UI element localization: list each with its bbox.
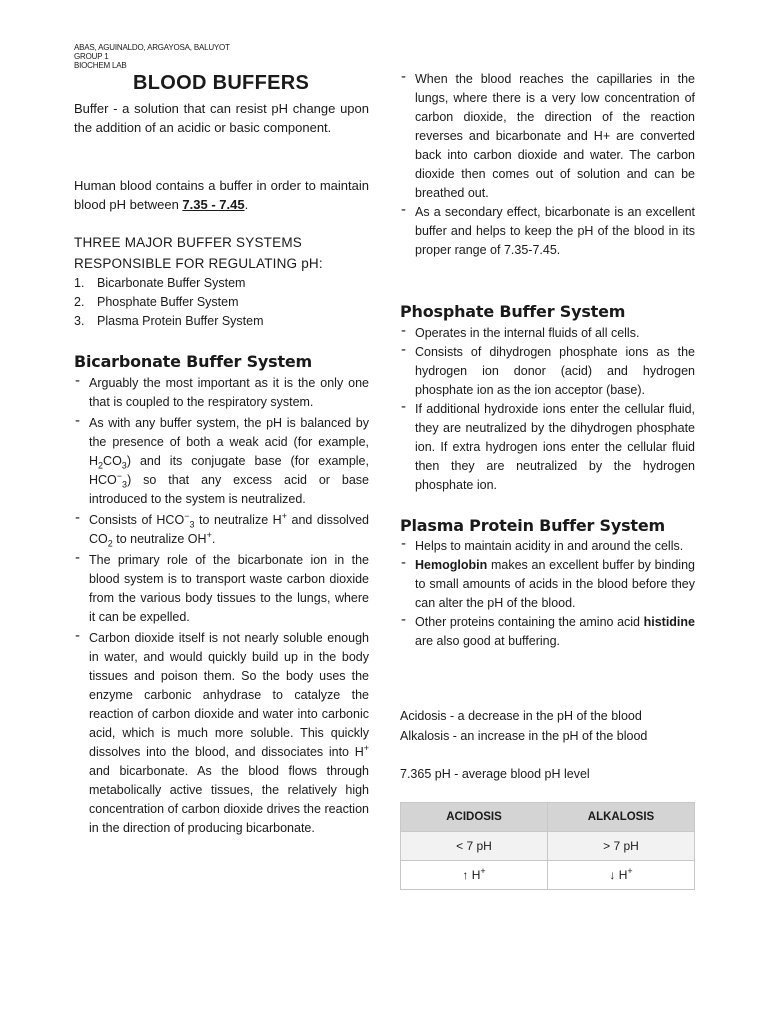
author-header [74, 43, 230, 70]
table-cell: ↑ H+ [401, 861, 548, 890]
alkalosis-definition: Alkalosis - an increase in the pH of the blood [400, 729, 648, 743]
blood-intro: Human blood contains a buffer in order to maintain blood pH between 7.35 - 7.45. [74, 178, 369, 212]
list-item: - Hemoglobin makes an excellent buffer by binding to small amounts of acids in the blood before they can alter the pH of the blood. [400, 556, 695, 613]
list-item: - Consists of $HCO^-_3$ to neutralize H+ and dissolved $CO_2$ to neutralize OH+. [74, 511, 369, 549]
blood-ph-range: 7.35 - 7.45 [182, 197, 245, 212]
table-row [401, 861, 695, 890]
acidosis-definition: Acidosis - a decrease in the pH of the blood [400, 709, 642, 723]
list-item: - The primary role of the bicarbonate ion in the blood system is to transport waste carbon dioxide from the various body tissues to the lungs, where it can be expelled. [74, 551, 369, 627]
group-line: GROUP 1 [74, 52, 109, 61]
list-item: - Carbon dioxide itself is not nearly soluble enough in water, and would quickly build up in the body tissues and poison them. So the body uses the enzyme carbonic anhydrase to catalyze the reaction of carbon dioxide and water into carbonic acid, which is much more soluble. This quickly dissolves into the blood, and dissociates into H+ and bicarbonate. As the blood flows through metabolically active tissues, the relatively high concentration of carbon dioxide drives the reaction in the direction of producing bicarbonate. [74, 629, 369, 838]
list-item: - If additional hydroxide ions enter the cellular fluid, they are neutralized by the dihydrogen phosphate ion. If extra hydrogen ions enter the cellular fluid then they are neutralized by the hydrogen phosphate ion. [400, 400, 695, 495]
acidosis-alkalosis-table [400, 802, 695, 890]
table-cell: ↓ H+ [548, 861, 695, 890]
list-item: - Operates in the internal fluids of all cells. [400, 324, 695, 343]
page-title: BLOOD BUFFERS [133, 72, 310, 94]
phosphate-bullets [400, 324, 695, 495]
list-item: - Consists of dihydrogen phosphate ions as the hydrogen ion donor (acid) and hydrogen phosphate ion as the ion acceptor (base). [400, 343, 695, 400]
authors-line: ABAS, AGUINALDO, ARGAYOSA, BALUYOT [74, 43, 230, 52]
list-item: - When the blood reaches the capillaries in the lungs, where there is a very low concentration of carbon dioxide, the direction of the reaction reverses and bicarbonate and H+ are converted back into carbon dioxide and water. The carbon dioxide then comes out of solution and can be breathed out. [400, 70, 695, 203]
list-item: - Helps to maintain acidity in and around the cells. [400, 537, 695, 556]
phosphate-heading: Phosphate Buffer System [400, 302, 626, 321]
table-row [401, 832, 695, 861]
buffer-definition: Buffer - a solution that can resist pH change upon the addition of an acidic or basic component. [74, 101, 369, 135]
list-item: 2. Phosphate Buffer System [74, 295, 239, 309]
list-item: - As with any buffer system, the pH is balanced by the presence of both a weak acid (for example, $H_2CO_3$) and its conjugate base (for example, $HCO^-_3$) so that any excess acid or base introduced to the system is neutralized. [74, 414, 369, 509]
list-item: - As a secondary effect, bicarbonate is an excellent buffer and helps to keep the pH of the blood in its proper range of 7.35-7.45. [400, 203, 695, 260]
three-systems-heading: THREE MAJOR BUFFER SYSTEMS RESPONSIBLE FOR REGULATING pH: [74, 235, 323, 271]
table-header: ACIDOSIS [401, 803, 548, 832]
table-header: ALKALOSIS [548, 803, 695, 832]
capillary-bullets [400, 70, 695, 260]
list-item: 3. Plasma Protein Buffer System [74, 314, 264, 328]
average-ph: 7.365 pH - average blood pH level [400, 767, 590, 781]
table-cell: > 7 pH [548, 832, 695, 861]
list-item: - Arguably the most important as it is the only one that is coupled to the respiratory system. [74, 374, 369, 412]
table-cell: < 7 pH [401, 832, 548, 861]
systems-list [74, 274, 264, 331]
list-item: - Other proteins containing the amino acid histidine are also good at buffering. [400, 613, 695, 651]
list-item: 1. Bicarbonate Buffer System [74, 276, 246, 290]
plasma-protein-heading: Plasma Protein Buffer System [400, 516, 665, 535]
course-line: BIOCHEM LAB [74, 61, 127, 70]
plasma-protein-bullets [400, 537, 695, 651]
bicarbonate-bullets [74, 374, 369, 838]
bicarbonate-heading: Bicarbonate Buffer System [74, 352, 313, 371]
